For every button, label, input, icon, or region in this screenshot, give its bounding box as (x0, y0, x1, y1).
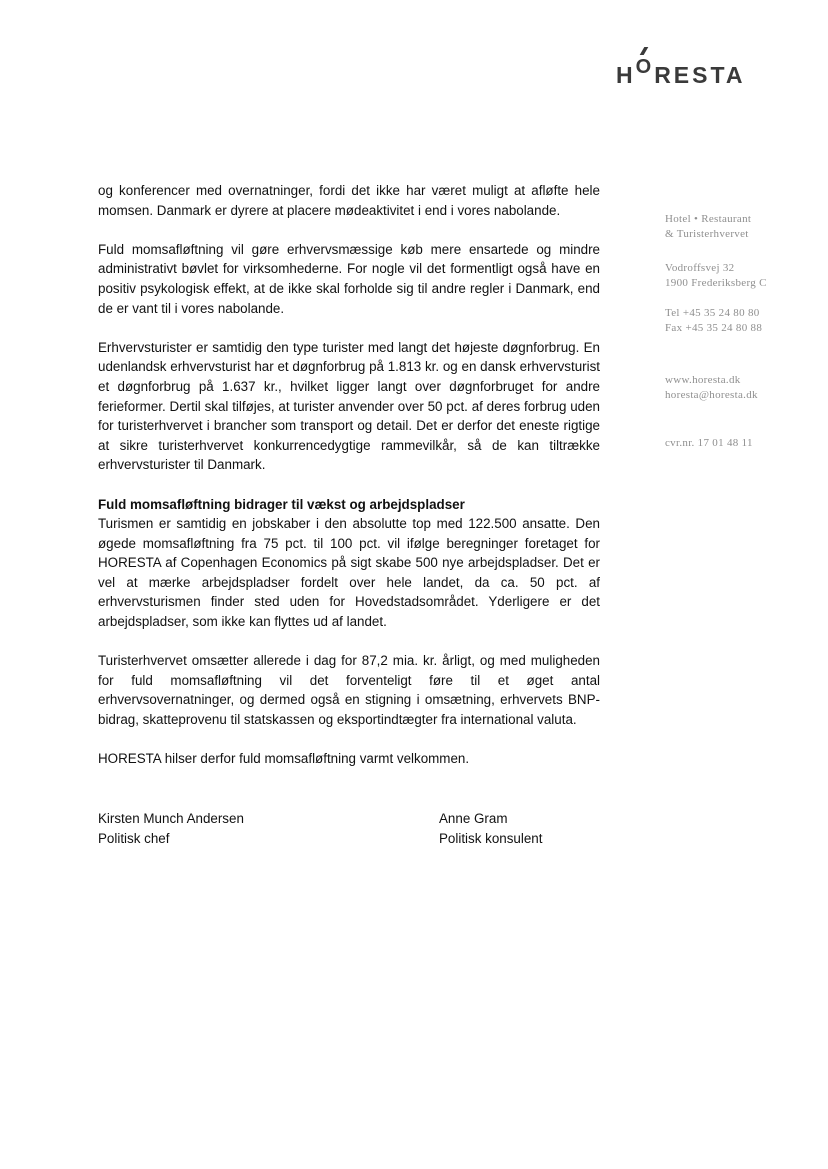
paragraph: Fuld momsafløftning vil gøre erhvervsmæssige køb mere ensartede og mindre administrativt bøvlet for virksomhederne. For nogle vil det formentligt også have en positiv psykologisk effekt, at de ikke skal forholde sig til andre regler i Danmark, end de er vant til i vores nabolande. (98, 241, 600, 316)
signatory-name: Kirsten Munch Andersen (98, 811, 244, 826)
phone-block (665, 306, 815, 335)
fax-line: Fax +45 35 24 80 88 (665, 321, 763, 334)
address-line: Vodroffsvej 32 (665, 262, 735, 274)
signature-block (439, 809, 542, 848)
signatory-title: Politisk chef (98, 830, 170, 846)
paragraph: Erhvervsturister er samtidig den type turister med langt det højeste døgnforbrug. En udenlandsk erhvervsturist har et døgnforbrug på 1.813 kr. og en dansk erhvervsturist et døgnforbrug på 1.637 kr., hvilket ligger langt over døgnforbruget for andre ferieformer. Dertil skal tilføjes, at turister anvender over 50 pct. af deres forbrug uden for turisterhvervet i brancher som transport og detail. Det er derfor det eneste rigtige at sikre turisterhvervet konkurrencedygtige rammevilkår, så de kan tiltrække erhvervsturister til Danmark. (98, 339, 600, 473)
signatory-name: Anne Gram (439, 811, 508, 826)
paragraph: Turismen er samtidig en jobskaber i den absolutte top med 122.500 ansatte. Den øgede momsafløftning fra 75 pct. til 100 pct. vil ifølge beregninger foretaget for HORESTA af Copenhagen Economics på sigt skabe 500 nye arbejdspladser. Det er vel at mærke arbejdspladser fordelt over hele landet, da ca. 50 pct. af erhvervsturismen finder sted uden for Hovedstadsområdet. Yderligere er det arbejdspladser, som ikke kan flyttes ud af landet. (98, 516, 600, 630)
address-line: 1900 Frederiksberg C (665, 276, 767, 289)
org-name-block (665, 212, 815, 241)
paragraph: og konferencer med overnatninger, fordi det ikke har været muligt at afløfte hele momsen. Danmark er dyrere at placere mødeaktivitet i end i vores nabolande. (98, 183, 600, 218)
logo-text-resta: RESTA (654, 62, 746, 88)
signatory-title: Politisk konsulent (439, 830, 543, 846)
letterhead-sidebar (665, 212, 815, 467)
paragraph: HORESTA hilser derfor fuld momsafløftning varmt velkommen. (98, 751, 470, 767)
paragraph: Turisterhvervet omsætter allerede i dag for 87,2 mia. kr. årligt, og med muligheden for fuld momsafløftning vil det forventeligt føre til et øget antal erhvervsovernatninger, og dermed også en stigning i omsætning, erhvervets BNP-bidrag, skatteprovenu til statskassen og eksportindtægter fra international valuta. (98, 653, 600, 728)
logo-text-h: H (616, 62, 636, 88)
email-link[interactable]: horesta@horesta.dk (665, 388, 758, 401)
org-name-line: & Turisterhvervet (665, 227, 749, 240)
signature-block (98, 809, 244, 848)
cvr-block (665, 436, 815, 451)
cvr-number: cvr.nr. 17 01 48 11 (665, 437, 753, 449)
letter-body (98, 181, 600, 788)
section-heading: Fuld momsafløftning bidrager til vækst og arbejdspladser (98, 496, 465, 512)
logo-text-o: O (635, 56, 655, 78)
horesta-logo (616, 56, 746, 89)
web-block (665, 373, 815, 402)
address-block (665, 261, 815, 290)
phone-line: Tel +45 35 24 80 80 (665, 307, 760, 319)
website-link[interactable]: www.horesta.dk (665, 374, 741, 386)
org-name-line: Hotel • Restaurant (665, 213, 752, 225)
